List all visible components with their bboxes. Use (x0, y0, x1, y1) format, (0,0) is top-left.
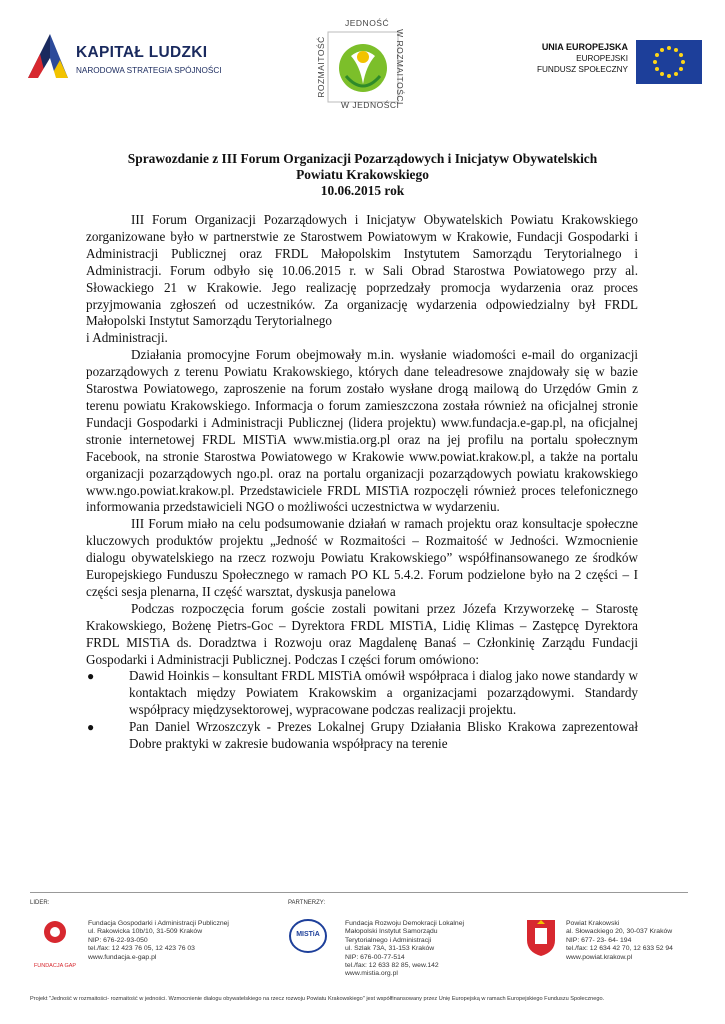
eu-logo-line2: EUROPEJSKI (576, 54, 628, 63)
footer-partner2-line: al. Słowackiego 20, 30-037 Kraków (566, 928, 673, 936)
footer-partner2-address (566, 920, 673, 962)
project-logo-left-text: ROZMAITOŚĆ (316, 36, 326, 98)
project-logo-bottom-text: W JEDNOŚCI (341, 100, 400, 110)
paragraph-3: III Forum miało na celu podsumowanie działań w ramach projektu oraz konsultacje społeczne kluczowych produktów projektu „Jedność w Rozmaitości – Rozmaitość w Jedności. Wzmocnienie dialogu obywatelskiego na rzecz rozwoju Powiatu Krakowskiego” współfinansowanego ze środków Europejskiego Funduszu Społecznego w ramach PO KL 5.4.2. Forum podzielone było na 2 części – I części sesja plenarna, II część warsztat, dyskusja panelowa (86, 516, 638, 599)
footer-lider-line: Fundacja Gospodarki i Administracji Publicznej (88, 920, 229, 927)
footer-lider-label: LIDER: (30, 900, 50, 906)
footer-lider-address (88, 920, 229, 962)
footer-lider-line: www.fundacja.e-gap.pl (88, 953, 157, 961)
eu-flag-icon (636, 40, 702, 84)
paragraph-2: Działania promocyjne Forum obejmowały m.in. wysłanie wiadomości e-mail do organizacji pozarządowych z terenu Powiatu Krakowskiego, których dane teleadresowe znajdowały się w bazie Starostwa Powiatowego, zaproszenie na forum zostało wysłane drogą mailową do Urzędów Gmin z terenu powiatu Krakowskiego. Informacja o forum zamieszczona została również na oficjalnej stronie Fundacji Gospodarki i Administracji Publicznej (lidera projektu) www.fundacja.e-gap.pl, na oficjalnej stronie internetowej FRDL MISTiA www.mistia.org.pl oraz na jej profilu na portalu społecznym Facebook, na stronie Starostwa Powiatowego w Krakowie www.powiat.krakow.pl, a także na portalu organizacji pozarządowych ngo.pl. oraz na portalu organizacji pozarządowych powiatu krakowskiego www.ngo.powiat.krakow.pl. Przedstawiciele FRDL MISTiA rozpoczęli również proces telefonicznego informowania przedstawicieli NGO o możliwości uczestnictwa w wydarzeniu. (86, 347, 638, 515)
title-date: 10.06.2015 rok (320, 183, 405, 198)
eu-logo-line1: UNIA EUROPEJSKA (541, 42, 628, 52)
title-line-2: Powiatu Krakowskiego (296, 167, 429, 182)
list-item-text: Pan Daniel Wrzoszczyk - Prezes Lokalnej Grupy Działania Blisko Krakowa zaprezentował Dobre praktyki w zakresie budowania współpracy na terenie (129, 719, 638, 752)
footer-partner2-line: www.powiat.krakow.pl (566, 953, 633, 961)
footer-partner2-line: tel./fax: 12 634 42 70, 12 633 52 94 (566, 945, 673, 953)
kapital-ludzki-logo (26, 30, 226, 90)
eu-logo (536, 40, 702, 84)
bullet-icon: ● (87, 669, 95, 684)
footer-partner1-line: Fundacja Rozwoju Demokracji Lokalnej (345, 920, 465, 927)
footer-divider (30, 892, 688, 893)
fundacja-gap-logo-text: FUNDACJA GAP (33, 963, 77, 969)
crest-icon (525, 918, 557, 958)
kapital-ludzki-subtitle: NARODOWA STRATEGIA SPÓJNOŚCI (76, 66, 222, 75)
project-logo (306, 16, 416, 116)
footer-partner1-line: Terytorialnego i Administracji (345, 936, 432, 944)
fundacja-gap-logo (30, 918, 80, 969)
footer-lider-line: NIP: 676-22-93-050 (88, 936, 148, 944)
footer-partners-label: PARTNERZY: (288, 900, 326, 906)
project-logo-top-text: JEDNOŚĆ (345, 18, 390, 28)
footer-lider-line: ul. Rakowicka 10b/10, 31-509 Kraków (88, 928, 203, 936)
paragraph-1-tail: i Administracji. (86, 330, 168, 346)
footer-partner2-line: Powiat Krakowski (566, 920, 620, 927)
kapital-ludzki-emblem-icon (26, 30, 70, 90)
kapital-ludzki-name: KAPITAŁ LUDZKI (76, 44, 208, 61)
eu-logo-line3: FUNDUSZ SPOŁECZNY (537, 65, 628, 74)
mistia-logo-text: MISTiA (296, 931, 320, 938)
footer-partner1-line: tel./fax: 12 633 82 85, wew.142 (345, 962, 439, 970)
fundacja-gap-icon (30, 918, 80, 958)
bullet-icon: ● (87, 720, 95, 735)
footer-lider-line: tel./fax: 12 423 76 05, 12 423 76 03 (88, 945, 195, 953)
footer-funding-note: Projekt "Jedność w rozmaitości- rozmaitość w jedności. Wzmocnienie dialogu obywatelskiego na rzecz rozwoju Powiatu Krakowskiego" jest współfinansowany przez Unię Europejską w ramach Europejskiego Funduszu Społecznego. (30, 996, 605, 1002)
title-line-1: Sprawozdanie z III Forum Organizacji Pozarządowych i Inicjatyw Obywatelskich (127, 151, 598, 166)
document-title (60, 151, 665, 199)
paragraph-4: Podczas rozpoczęcia forum goście zostali powitani przez Józefa Krzyworzekę – Starostę Krakowskiego, Bożenę Pietrs-Goc – Dyrektora FRDL MISTiA, Lidię Klimas – Zastępcę Dyrektora FRDL MISTiA ds. Doradztwa i Rozwoju oraz Magdalenę Banaś – Członkinię Zarządu Fundacji Gospodarki i Administracji Publicznej. Podczas I części forum omówiono: (86, 600, 638, 667)
footer-partner1-line: www.mistia.org.pl (345, 970, 398, 978)
powiat-krakowski-crest (525, 918, 557, 963)
list-item (86, 668, 638, 719)
footer-partner1-line: NIP: 676-00-77-514 (345, 953, 405, 961)
mistia-logo (288, 918, 328, 959)
document-body (86, 212, 638, 753)
footer-partner1-line: Małopolski Instytut Samorządu (345, 928, 438, 936)
list-item-text: Dawid Hoinkis – konsultant FRDL MISTiA omówił współpraca i dialog jako nowe standardy w kontaktach między Powiatem Krakowskim a organizacjami pozarządowymi. Standardy współpracy międzysektorowej, wypracowane podczas realizacji projektu. (129, 668, 638, 718)
paragraph-1: III Forum Organizacji Pozarządowych i Inicjatyw Obywatelskich Powiatu Krakowskiego zorganizowane było w partnerstwie ze Starostwem Powiatowym w Krakowie, Fundacji Gospodarki i Administracji Publicznej oraz FRDL Małopolskim Instytutem Samorządu Terytorialnego i Administracji. Forum odbyło się 10.06.2015 r. w Sali Obrad Starostwa Powiatowego przy al. Słowackiego 21 w Krakowie. Jego realizację poprzedzały promocja wydarzenia oraz proces przyjmowania zgłoszeń od uczestników. Za organizację wydarzenia odpowiedzialny był FRDL Małopolski Instytut Samorządu Terytorialnego (86, 212, 638, 329)
footer-partner2-line: NIP: 677- 23- 64- 194 (566, 936, 632, 944)
list-item (86, 719, 638, 753)
project-logo-right-text: W ROZMAITOŚCI (395, 29, 405, 105)
speaker-list (86, 668, 638, 753)
footer-partner1-address (345, 920, 464, 979)
footer-partner1-line: ul. Szlak 73A, 31-153 Kraków (345, 945, 435, 953)
